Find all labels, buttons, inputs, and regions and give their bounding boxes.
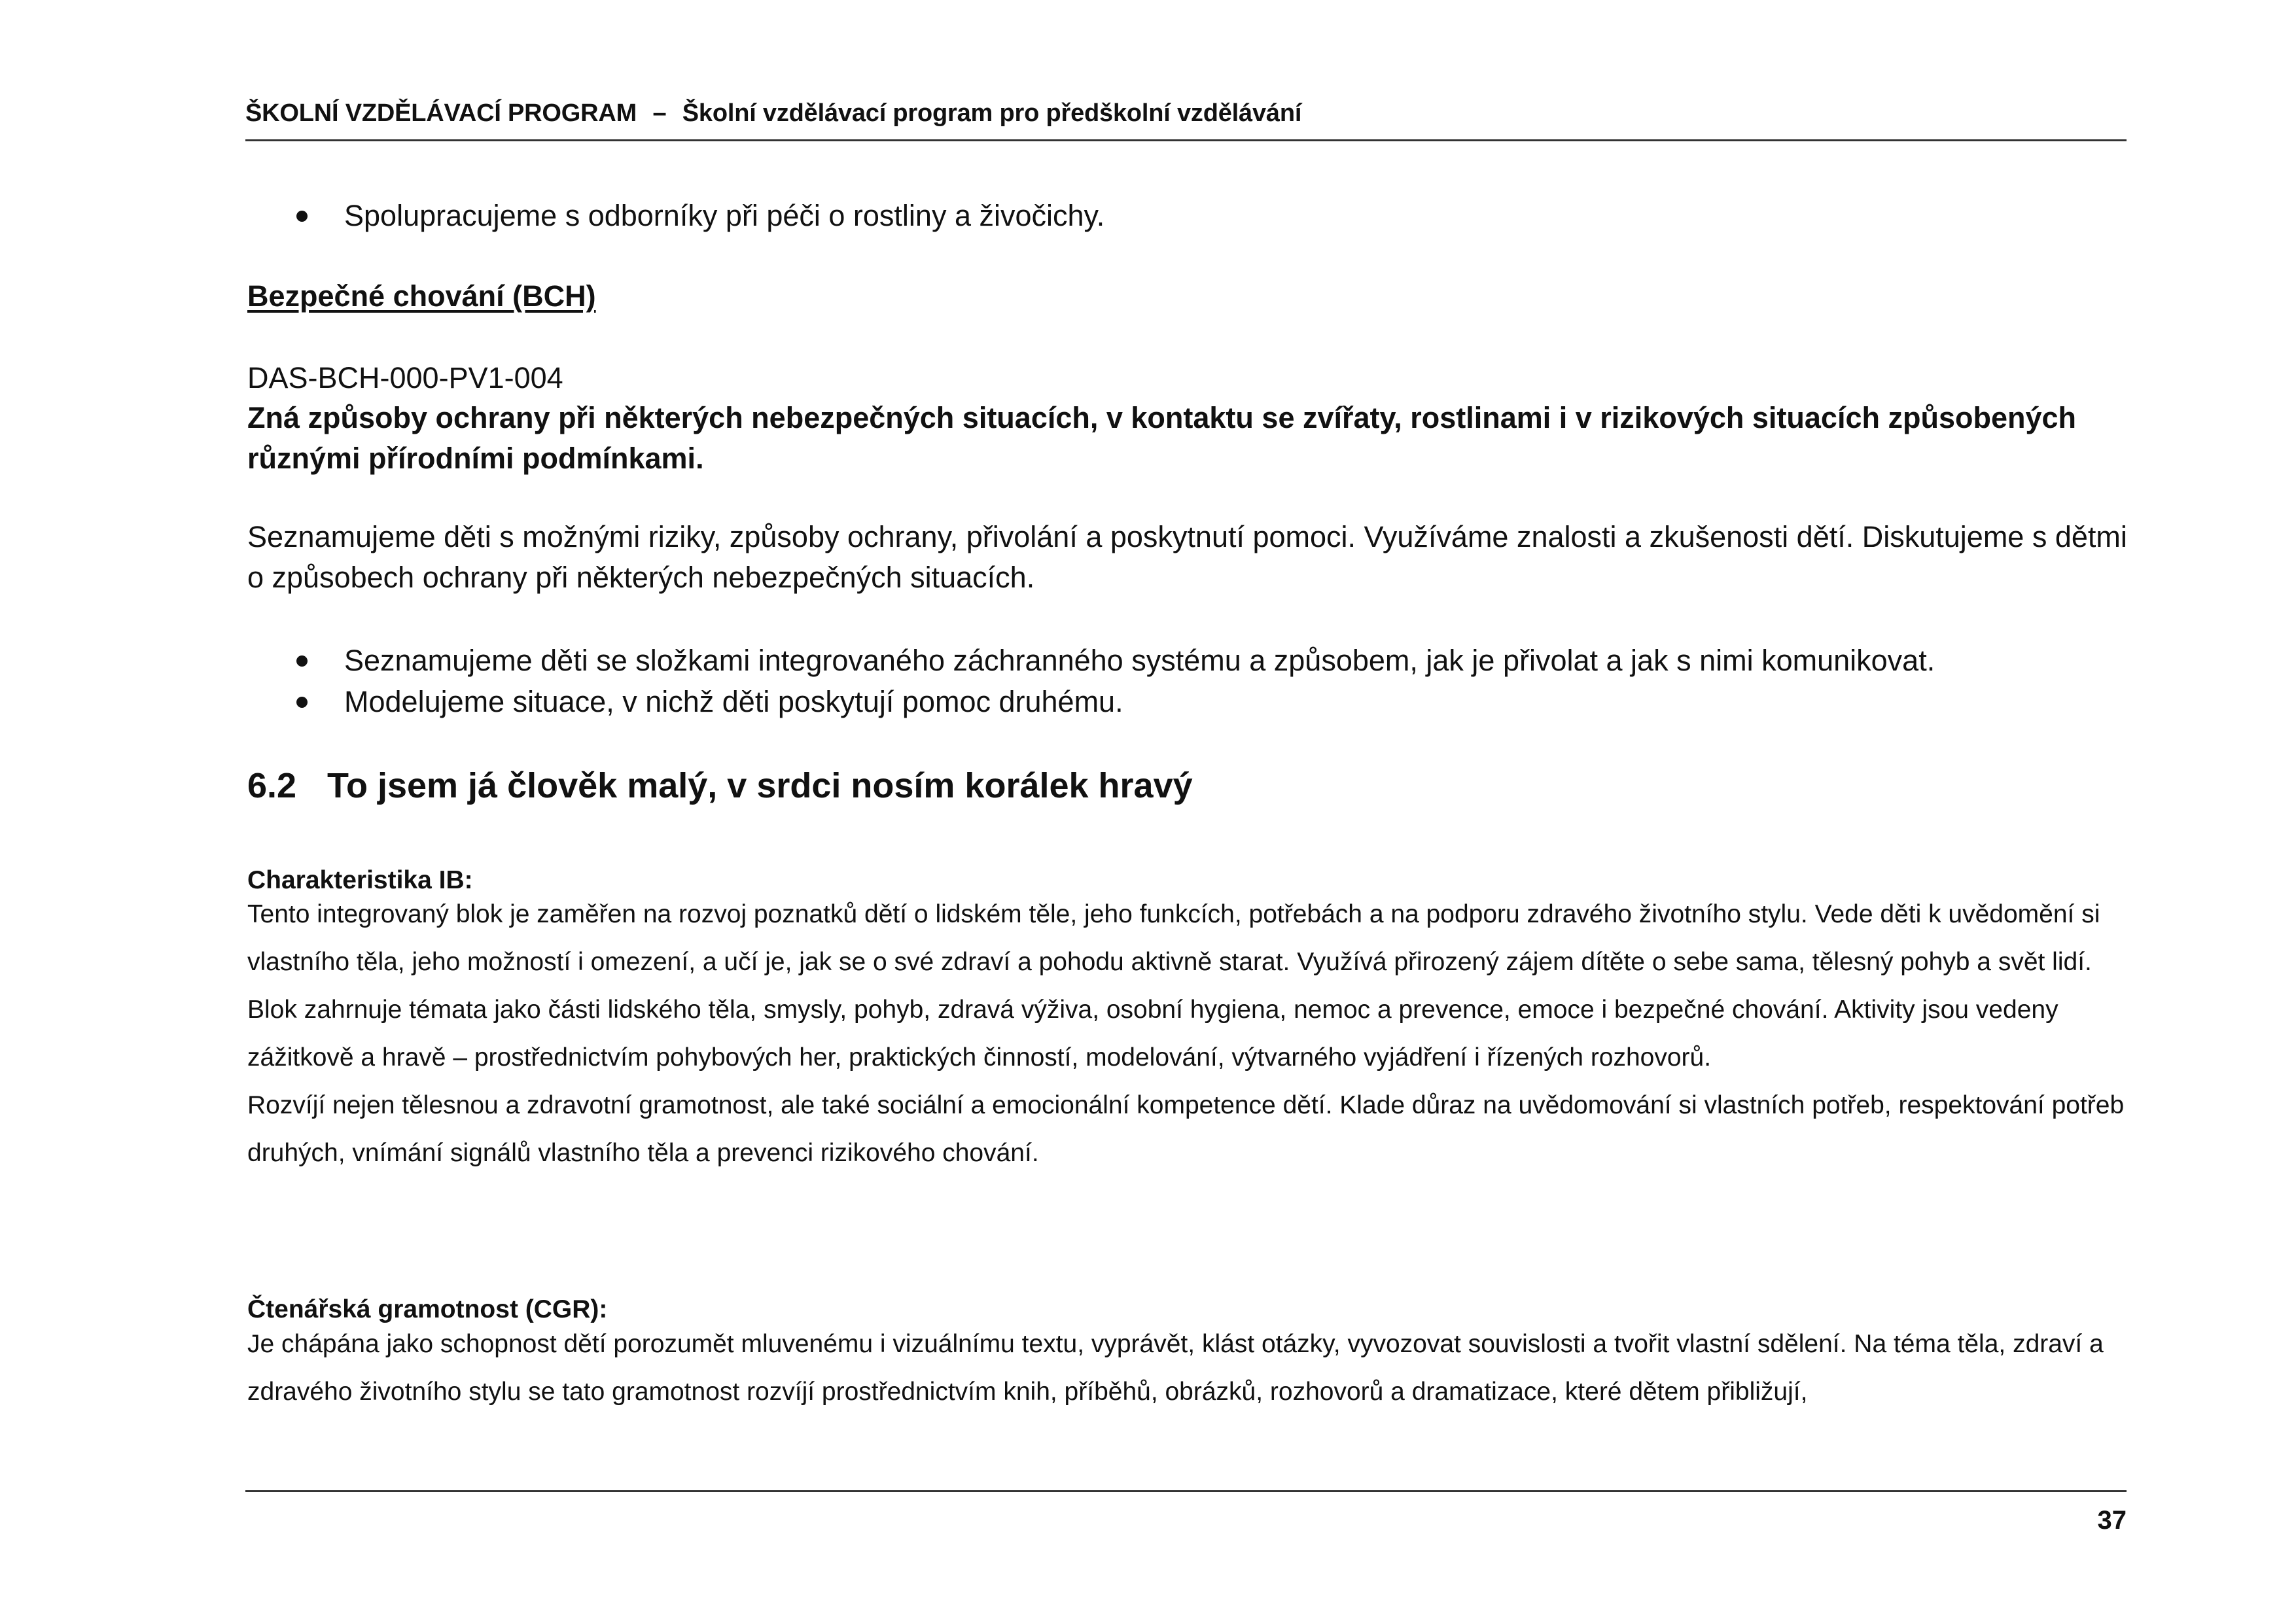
characteristics-title: Charakteristika IB: — [247, 866, 473, 894]
list-item-text: Seznamujeme děti se složkami integrovaného záchranného systému a způsobem, jak je přivolat a jak s nimi komunikovat. — [344, 644, 1935, 677]
page-footer-rule — [245, 1490, 2127, 1492]
bullet-icon — [296, 655, 308, 667]
bullet-icon — [296, 697, 308, 708]
paragraph: Blok zahrnuje témata jako části lidského těla, smysly, pohyb, zdravá výživa, osobní hygiena, nemoc a prevence, emoce i bezpečné chování. Aktivity jsou vedeny zážitkově a hravě – prostřednictvím pohybových her, praktických činností, modelování, výtvarného vyjádření i řízených rozhovorů. — [247, 996, 2058, 1072]
paragraph: Tento integrovaný blok je zaměřen na rozvoj poznatků dětí o lidském těle, jeho funkcích, potřebách a na podporu zdravého životního stylu. Vede děti k uvědomění si vlastního těla, jeho možností i omezení, a učí je, jak se o své zdraví a pohodu aktivně starat. Využívá přirozený zájem dítěte o sebe sama, tělesný pohyb a svět lidí. — [247, 900, 2100, 976]
section-title: To jsem já člověk malý, v srdci nosím korálek hravý — [327, 766, 1193, 805]
section-number: 6.2 — [247, 766, 297, 805]
reading-literacy-text — [247, 1320, 2128, 1416]
header-title: ŠKOLNÍ VZDĚLÁVACÍ PROGRAM — [245, 99, 637, 127]
list-item-text: Modelujeme situace, v nichž děti poskytují pomoc druhému. — [344, 685, 1123, 718]
header-subtitle: Školní vzdělávací program pro předškolní vzdělávání — [682, 99, 1302, 127]
bch-code: DAS-BCH-000-PV1-004 — [247, 361, 563, 394]
page-number: 37 — [2097, 1506, 2127, 1535]
bch-goal: Zná způsoby ochrany při některých nebezpečných situacích, v kontaktu se zvířaty, rostlinami i v rizikových situacích způsobených různými přírodními podmínkami. — [247, 401, 2077, 475]
characteristics-text — [247, 890, 2128, 1177]
paragraph: Je chápána jako schopnost dětí porozumět mluvenému i vizuálnímu textu, vyprávět, klást otázky, vyvozovat souvislosti a tvořit vlastní sdělení. Na téma těla, zdraví a zdravého životního stylu se tato gramotnost rozvíjí prostřednictvím knih, příběhů, obrázků, rozhovorů a dramatizace, které dětem přibližují, — [247, 1330, 2104, 1406]
bch-section-title: Bezpečné chování (BCH) — [247, 279, 596, 313]
header-separator: – — [652, 99, 667, 127]
page-header — [245, 98, 2127, 141]
bullet-icon — [296, 211, 308, 222]
section-heading — [247, 763, 1193, 809]
reading-literacy-title: Čtenářská gramotnost (CGR): — [247, 1295, 608, 1323]
paragraph: Rozvíjí nejen tělesnou a zdravotní gramotnost, ale také sociální a emocionální kompetence dětí. Klade důraz na uvědomování si vlastních potřeb, respektování potřeb druhých, vnímání signálů vlastního těla a prevenci rizikového chování. — [247, 1091, 2125, 1167]
list-item-text: Spolupracujeme s odborníky při péči o rostliny a živočichy. — [344, 199, 1105, 232]
bch-description: Seznamujeme děti s možnými riziky, způsoby ochrany, přivolání a poskytnutí pomoci. Využíváme znalosti a zkušenosti dětí. Diskutujeme s dětmi o způsobech ochrany při některých nebezpečných situacích. — [247, 520, 2127, 594]
